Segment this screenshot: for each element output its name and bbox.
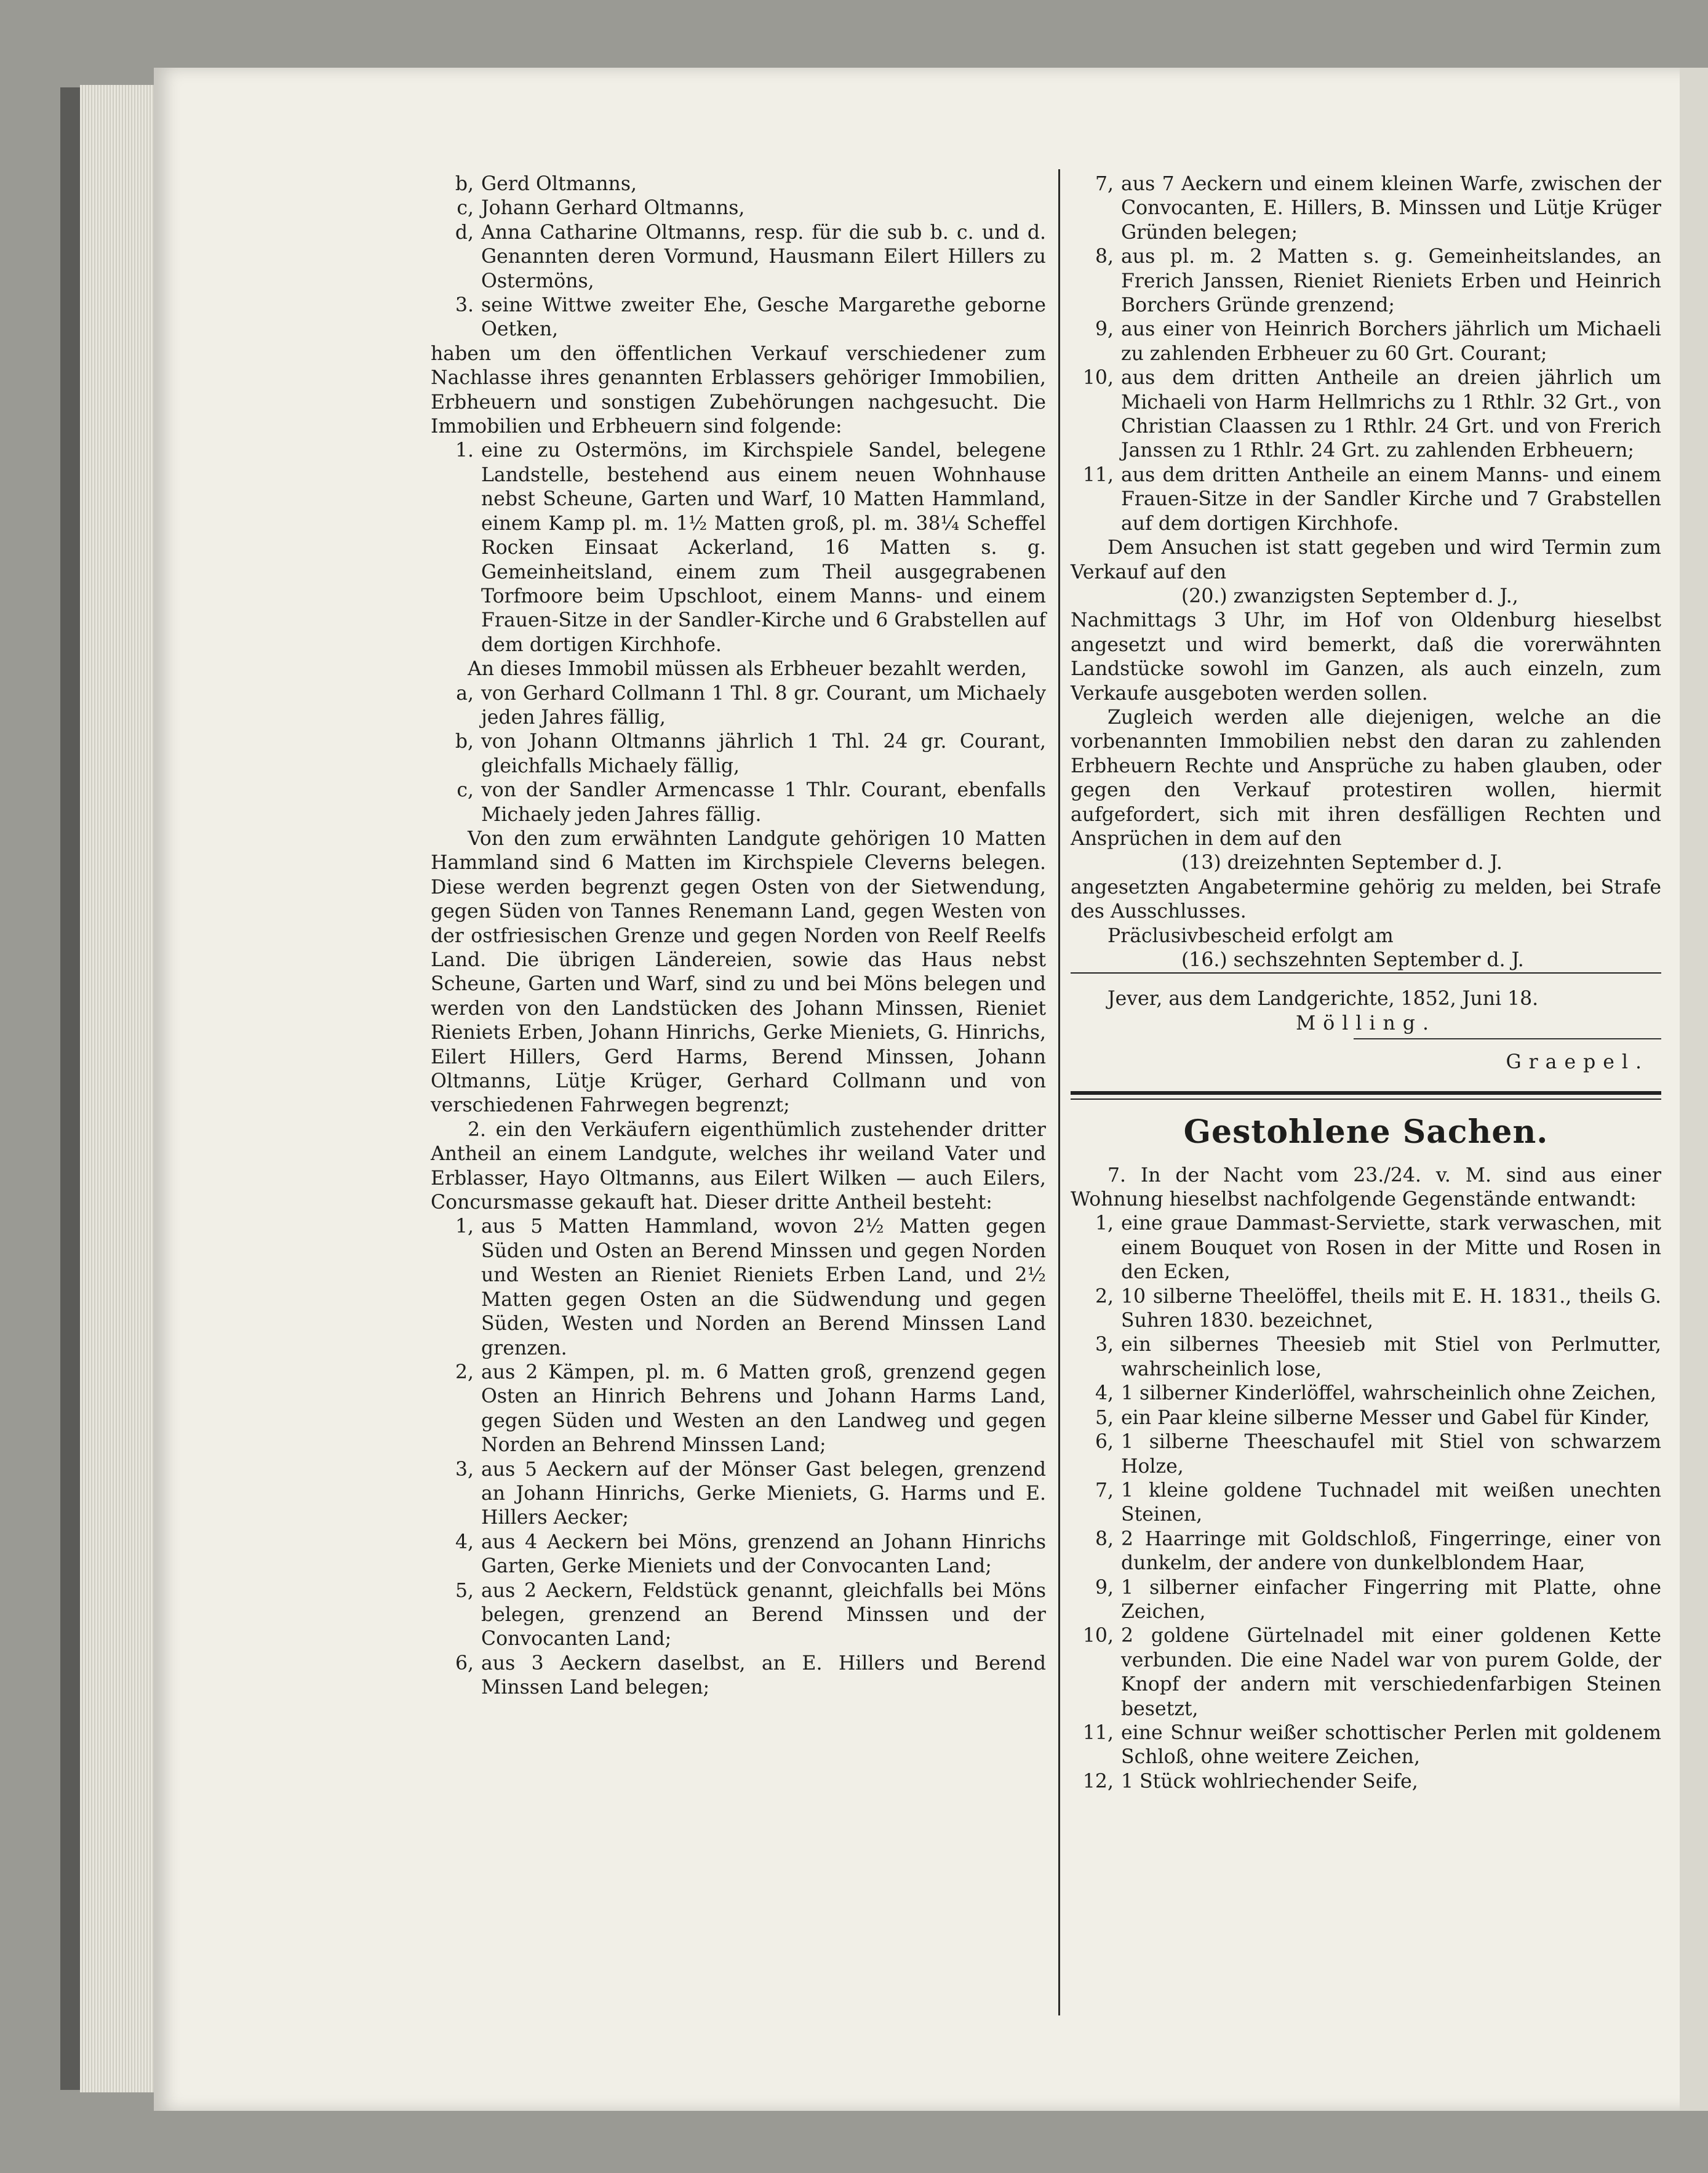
paragraph: haben um den öffentlichen Verkauf verschiedener zum Nachlasse ihres genannten Erblassers gehöriger Immobilien, Erbheuern und sonstigen Zubehörungen nachgesucht. Die Immobilien und Erbheuern sind folgende:	[431, 342, 1046, 438]
item-text: Johann Gerhard Oltmanns,	[481, 197, 745, 220]
item-label: 4,	[455, 1531, 474, 1553]
item-label: 10,	[1082, 1625, 1114, 1647]
item-label: 5,	[455, 1579, 474, 1602]
item-label: 1,	[1095, 1212, 1114, 1235]
list-item	[1071, 1382, 1661, 1406]
item-label: 3,	[1095, 1334, 1114, 1356]
list-item	[1071, 1770, 1661, 1794]
list-item	[1071, 1479, 1661, 1527]
item-text: von Gerhard Collmann 1 Thl. 8 gr. Courant, um Michaely jeden Jahres fällig,	[481, 682, 1046, 729]
list-item	[431, 1531, 1046, 1579]
list-item	[1071, 1333, 1661, 1382]
list-item	[1071, 1721, 1661, 1770]
parcels-list	[431, 1215, 1046, 1700]
list-item	[431, 221, 1046, 294]
paragraph: Zugleich werden alle diejenigen, welche an die vorbenannten Immobilien nebst den daran zu zahlenden Erbheuern Rechte und Ansprüche zu haben glauben, oder gegen den Verkauf protestiren wollen, hiermit aufgefordert, sich mit ihren desfälligen Rechten und Ansprüchen in dem auf den	[1071, 706, 1661, 850]
item-text: 1 silberner Kinderlöffel, wahrscheinlich ohne Zeichen,	[1121, 1382, 1657, 1405]
date-line: (13) dreizehnten September d. J.	[1181, 852, 1502, 874]
list-item	[431, 778, 1046, 827]
list-item	[1071, 318, 1661, 366]
item-text: aus einer von Heinrich Borchers jährlich um Michaeli zu zahlenden Erbheuer zu 60 Grt. Courant;	[1121, 318, 1661, 365]
item-label: 4,	[1095, 1382, 1114, 1405]
list-item	[431, 1652, 1046, 1700]
item-label: a,	[456, 682, 474, 705]
stolen-items-list	[1071, 1212, 1661, 1794]
item-text: eine graue Dammast-Serviette, stark verwaschen, mit einem Bouquet von Rosen in der Mitte und Rosen in den Ecken,	[1121, 1212, 1661, 1284]
item-text: 1 silberner einfacher Fingerring mit Platte, ohne Zeichen,	[1121, 1576, 1661, 1623]
item-text: aus dem dritten Antheile an einem Manns- und einem Frauen-Sitze in der Sandler Kirche und 7 Grabstellen auf dem dortigen Kirchhofe.	[1121, 463, 1661, 535]
item-text: 1 kleine goldene Tuchnadel mit weißen unechten Steinen,	[1121, 1479, 1661, 1526]
heirs-list	[431, 172, 1046, 342]
item-text: von Johann Oltmanns jährlich 1 Thl. 24 gr. Courant, gleichfalls Michaely fällig,	[481, 730, 1046, 777]
item-text: von der Sandler Armencasse 1 Thlr. Courant, ebenfalls Michaely jeden Jahres fällig.	[481, 779, 1046, 826]
list-item	[431, 196, 1046, 220]
item-text: 1 Stück wohlriechender Seife,	[1121, 1770, 1418, 1793]
item-text: seine Wittwe zweiter Ehe, Gesche Margarethe geborne Oetken,	[481, 294, 1046, 341]
book-page-edges	[80, 85, 154, 2092]
item-text: eine Schnur weißer schottischer Perlen mit goldenem Schloß, ohne weitere Zeichen,	[1121, 1721, 1661, 1769]
signature: Mölling.	[1296, 1012, 1436, 1034]
date-line: (16.) sechszehnten September d. J.	[1181, 949, 1524, 971]
list-item	[1071, 1212, 1661, 1284]
list-item	[431, 439, 1046, 657]
item-label: 9,	[1095, 318, 1114, 341]
parcels-list-continued	[1071, 172, 1661, 536]
item-text: aus dem dritten Antheile an dreien jährlich um Michaeli von Harm Hellmrichs zu 1 Rthlr. 32 Grt., von Christian Claassen zu 1 Rthlr. 24 Grt. und von Frerich Janssen zu 1 Rthlr. 24 Grt. zu zahlenden Erbheuern;	[1121, 367, 1661, 462]
list-item	[431, 1458, 1046, 1531]
date-line: (20.) zwanzigsten September d. J.,	[1181, 585, 1518, 607]
list-item	[1071, 1576, 1661, 1625]
left-column	[431, 172, 1046, 1700]
right-column	[1071, 172, 1661, 1794]
list-item	[1071, 172, 1661, 245]
next-page-edge	[1680, 68, 1708, 2111]
item-label: 11,	[1082, 463, 1114, 486]
paragraph: Nachmittags 3 Uhr, im Hof von Oldenburg hieselbst angesetzt und wird bemerkt, daß die vorerwähnten Landstücke sowohl im Ganzen, als auch einzeln, zum Verkaufe ausgeboten werden sollen.	[1071, 609, 1661, 705]
item-label: b,	[455, 730, 474, 753]
erbheuer-list	[431, 682, 1046, 827]
paragraph: 2. ein den Verkäufern eigenthümlich zustehender dritter Antheil an einem Landgute, welches ihr weiland Vater und Erblasser, Hayo Oltmanns, aus Eilert Wilken — auch Eilers, Concursmasse gekauft hat. Dieser dritte Antheil besteht:	[431, 1118, 1046, 1214]
list-item	[1071, 463, 1661, 536]
item-label: 6,	[1095, 1431, 1114, 1454]
item-label: c,	[457, 779, 474, 802]
list-item	[1071, 1285, 1661, 1334]
list-item	[1071, 1527, 1661, 1576]
item-label: b,	[455, 173, 474, 195]
list-item	[431, 294, 1046, 342]
paragraph: Präclusivbescheid erfolgt am	[1107, 924, 1394, 947]
item-text: aus 4 Aeckern bei Möns, grenzend an Johann Hinrichs Garten, Gerke Mieniets und der Convocanten Land;	[481, 1531, 1046, 1578]
item-label: 6,	[455, 1652, 474, 1675]
item-text: aus 7 Aeckern und einem kleinen Warfe, zwischen der Convocanten, E. Hillers, B. Minssen und Lütje Krüger Gründen belegen;	[1121, 173, 1661, 244]
item-label: 7,	[1095, 1479, 1114, 1502]
item-text: aus 2 Aeckern, Feldstück genannt, gleichfalls bei Möns belegen, grenzend an Berend Minssen und der Convocanten Land;	[481, 1579, 1046, 1651]
paragraph: 7. In der Nacht vom 23./24. v. M. sind aus einer Wohnung hieselbst nachfolgende Gegenstände entwandt:	[1071, 1164, 1661, 1211]
paragraph: An dieses Immobil müssen als Erbheuer bezahlt werden,	[468, 658, 1027, 681]
column-divider	[1058, 169, 1060, 2015]
section-divider	[1071, 1099, 1661, 1100]
place-date: Jever, aus dem Landgerichte, 1852, Juni 18.	[1107, 988, 1539, 1010]
section-heading: Gestohlene Sachen.	[1183, 1113, 1549, 1151]
list-item	[1071, 245, 1661, 318]
item-label: 12,	[1082, 1770, 1114, 1793]
item-text: 1 silberne Theeschaufel mit Stiel von schwarzem Holze,	[1121, 1431, 1661, 1478]
list-item	[431, 682, 1046, 730]
item-text: Gerd Oltmanns,	[481, 173, 637, 195]
list-item	[431, 1361, 1046, 1458]
list-item	[431, 1215, 1046, 1360]
divider	[1071, 972, 1661, 974]
item-label: 2,	[455, 1361, 474, 1383]
list-item	[431, 1579, 1046, 1652]
item-label: 11,	[1082, 1721, 1114, 1744]
item-text: aus 3 Aeckern daselbst, an E. Hillers und Berend Minssen Land belegen;	[481, 1652, 1046, 1699]
item-text: ein silbernes Theesieb mit Stiel von Perlmutter, wahrscheinlich lose,	[1121, 1334, 1661, 1380]
list-item	[431, 172, 1046, 196]
item-label: d,	[455, 221, 474, 244]
item-text: aus 5 Aeckern auf der Mönser Gast belegen, grenzend an Johann Hinrichs, Gerke Mieniets, G. Harms und E. Hillers Aecker;	[481, 1458, 1046, 1529]
list-item	[1071, 1430, 1661, 1479]
item-label: 5,	[1095, 1406, 1114, 1429]
item-text: aus 2 Kämpen, pl. m. 6 Matten groß, grenzend gegen Osten an Hinrich Behrens und Johann Harms Land, gegen Süden und Westen an den Landweg und gegen Norden an Behrend Minssen Land;	[481, 1361, 1046, 1457]
item-label: 1,	[455, 1215, 474, 1238]
item-text: 10 silberne Theelöffel, theils mit E. H. 1831., theils G. Suhren 1830. bezeichnet,	[1121, 1285, 1661, 1332]
list-item	[1071, 1624, 1661, 1721]
item-label: 1.	[455, 439, 474, 462]
paragraph: Dem Ansuchen ist statt gegeben und wird Termin zum Verkauf auf den	[1071, 537, 1661, 583]
item-label: 2,	[1095, 1285, 1114, 1308]
item-label: 10,	[1082, 367, 1114, 390]
list-item	[1071, 1406, 1661, 1430]
item-label: 7,	[1095, 173, 1114, 195]
section-divider	[1071, 1091, 1661, 1095]
item-text: 2 Haarringe mit Goldschloß, Fingerringe, einer von dunkelm, der andere von dunkelblondem Haar,	[1121, 1527, 1661, 1575]
paragraph: angesetzten Angabetermine gehörig zu melden, bei Strafe des Ausschlusses.	[1071, 876, 1661, 923]
item-text: aus pl. m. 2 Matten s. g. Gemeinheitslandes, an Frerich Janssen, Rieniet Rieniets Erben und Heinrich Borchers Gründe grenzend;	[1121, 246, 1661, 317]
item-label: 8,	[1095, 246, 1114, 268]
divider	[1354, 1038, 1661, 1039]
signature: Graepel.	[1506, 1051, 1649, 1074]
item-text: 2 goldene Gürtelnadel mit einer goldenen Kette verbunden. Die eine Nadel war von purem Golde, der Knopf der andern mit verschiedenfarbigen Steinen besetzt,	[1121, 1625, 1661, 1720]
item-text: Anna Catharine Oltmanns, resp. für die sub b. c. und d. Genannten deren Vormund, Hausmann Eilert Hillers zu Ostermöns,	[481, 221, 1046, 292]
paragraph: Von den zum erwähnten Landgute gehörigen 10 Matten Hammland sind 6 Matten im Kirchspiele Cleverns belegen. Diese werden begrenzt gegen Osten von der Sietwendung, gegen Süden von Tannes Renemann Land, gegen Westen von der ostfriesischen Grenze und gegen Norden von Reelf Reelfs Land. Die übrigen Ländereien, sowie das Haus nebst Scheune, Garten und Warf, sind zu und bei Möns belegen und werden von den Landstücken des Johann Minssen, Rieniet Rieniets Erben, Johann Hinrichs, Gerke Mieniets, G. Hinrichs, Eilert Hillers, Gerd Harms, Berend Minssen, Johann Oltmanns, Lütje Krüger, Gerhard Collmann und von verschiedenen Fahrwegen begrenzt;	[431, 827, 1046, 1117]
item-label: 3,	[455, 1458, 474, 1481]
item-label: 8,	[1095, 1527, 1114, 1550]
item-label: 3.	[455, 294, 474, 317]
item-text: aus 5 Matten Hammland, wovon 2½ Matten gegen Süden und Osten an Berend Minssen und gegen Norden und Westen an Rieniet Rieniets Erben Land, und 2½ Matten gegen Osten an die Südwendung und gegen Süden, Westen und Norden an Berend Minssen Land grenzen.	[481, 1215, 1046, 1359]
item-label: c,	[457, 197, 474, 220]
list-item	[431, 730, 1046, 778]
item-label: 9,	[1095, 1576, 1114, 1599]
item-text: eine zu Ostermöns, im Kirchspiele Sandel, belegene Landstelle, bestehend aus einem neuen Wohnhause nebst Scheune, Garten und Warf, 10 Matten Hammland, einem Kamp pl. m. 1½ Matten groß, pl. m. 38¼ Scheffel Rocken Einsaat Ackerland, 16 Matten s. g. Gemeinheitsland, einem zum Theil ausgegrabenen Torfmoore beim Upschloot, einem Manns- und einem Frauen-Sitze in der Sandler-Kirche und 6 Grabstellen auf dem dortigen Kirchhofe.	[481, 439, 1046, 656]
item-text: ein Paar kleine silberne Messer und Gabel für Kinder,	[1121, 1406, 1650, 1429]
list-item	[1071, 366, 1661, 463]
